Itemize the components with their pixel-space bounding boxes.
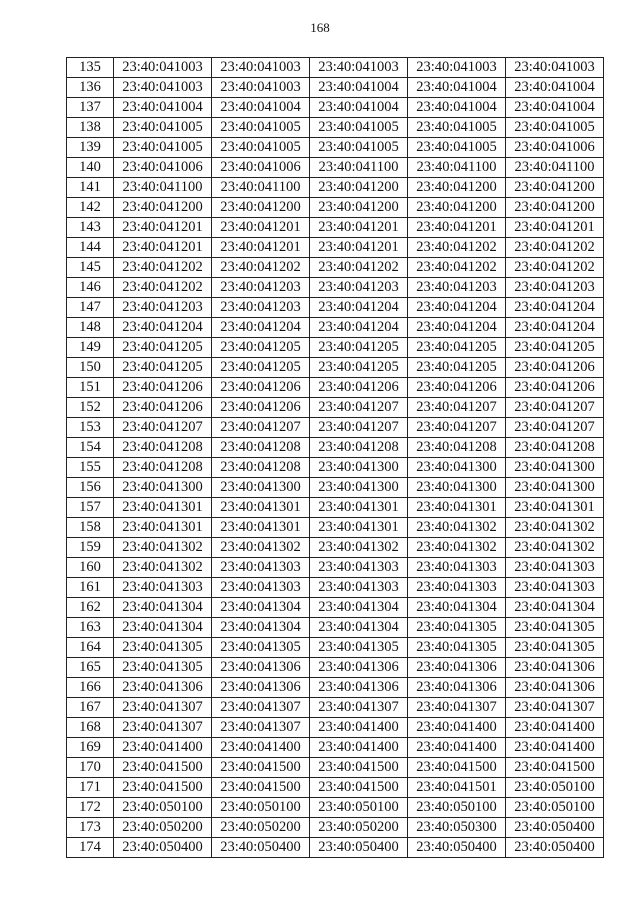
timestamp-cell: 23:40:041203 [408, 278, 506, 298]
timestamp-cell: 23:40:050200 [114, 818, 212, 838]
timestamp-cell: 23:40:041207 [408, 418, 506, 438]
timestamp-cell: 23:40:041301 [310, 518, 408, 538]
timestamp-cell: 23:40:041005 [310, 138, 408, 158]
timestamp-cell: 23:40:041400 [408, 738, 506, 758]
timestamp-cell: 23:40:041201 [310, 238, 408, 258]
timestamp-cell: 23:40:041206 [408, 378, 506, 398]
timestamp-cell: 23:40:041500 [114, 778, 212, 798]
timestamp-cell: 23:40:041302 [212, 538, 310, 558]
timestamp-cell: 23:40:041305 [506, 618, 604, 638]
row-index-cell: 140 [67, 158, 114, 178]
timestamp-cell: 23:40:050400 [212, 838, 310, 858]
table-row [67, 838, 604, 858]
timestamp-cell: 23:40:041205 [310, 338, 408, 358]
timestamp-cell: 23:40:041200 [408, 198, 506, 218]
timestamp-cell: 23:40:041200 [408, 178, 506, 198]
timestamp-cell: 23:40:041305 [408, 638, 506, 658]
row-index-cell: 171 [67, 778, 114, 798]
timestamp-cell: 23:40:050100 [114, 798, 212, 818]
timestamp-cell: 23:40:041205 [310, 358, 408, 378]
timestamp-cell: 23:40:041300 [408, 478, 506, 498]
timestamp-cell: 23:40:041306 [408, 678, 506, 698]
timestamp-cell: 23:40:041306 [310, 678, 408, 698]
timestamp-cell: 23:40:041203 [114, 298, 212, 318]
timestamp-cell: 23:40:041500 [408, 758, 506, 778]
table-row [67, 378, 604, 398]
timestamp-cell: 23:40:041400 [114, 738, 212, 758]
timestamp-cell: 23:40:041301 [114, 498, 212, 518]
timestamp-cell: 23:40:050100 [310, 798, 408, 818]
timestamp-cell: 23:40:041003 [310, 58, 408, 78]
timestamp-cell: 23:40:041302 [506, 538, 604, 558]
table-row [67, 658, 604, 678]
table-body [67, 58, 604, 858]
timestamp-cell: 23:40:041206 [114, 398, 212, 418]
table-row [67, 198, 604, 218]
timestamp-cell: 23:40:041208 [212, 458, 310, 478]
timestamp-cell: 23:40:041205 [212, 338, 310, 358]
timestamp-cell: 23:40:041004 [408, 98, 506, 118]
timestamp-cell: 23:40:041100 [310, 158, 408, 178]
row-index-cell: 144 [67, 238, 114, 258]
timestamp-cell: 23:40:041201 [114, 238, 212, 258]
timestamp-cell: 23:40:041303 [212, 558, 310, 578]
table-row [67, 738, 604, 758]
timestamp-cell: 23:40:041500 [212, 758, 310, 778]
timestamp-cell: 23:40:041300 [506, 458, 604, 478]
timestamp-cell: 23:40:041301 [506, 498, 604, 518]
timestamp-cell: 23:40:041302 [408, 518, 506, 538]
row-index-cell: 138 [67, 118, 114, 138]
timestamp-cell: 23:40:041301 [114, 518, 212, 538]
timestamp-cell: 23:40:041004 [408, 78, 506, 98]
timestamp-cell: 23:40:041303 [310, 578, 408, 598]
timestamp-cell: 23:40:041303 [506, 558, 604, 578]
timestamp-cell: 23:40:041304 [408, 598, 506, 618]
timestamp-cell: 23:40:041005 [212, 138, 310, 158]
timestamp-cell: 23:40:050400 [114, 838, 212, 858]
timestamp-cell: 23:40:050100 [506, 798, 604, 818]
timestamp-cell: 23:40:041307 [506, 698, 604, 718]
row-index-cell: 135 [67, 58, 114, 78]
table-row [67, 178, 604, 198]
timestamp-cell: 23:40:041100 [408, 158, 506, 178]
row-index-cell: 146 [67, 278, 114, 298]
timestamp-cell: 23:40:041204 [506, 318, 604, 338]
timestamp-cell: 23:40:041204 [212, 318, 310, 338]
timestamp-cell: 23:40:041302 [114, 538, 212, 558]
table-row [67, 138, 604, 158]
timestamp-cell: 23:40:041400 [310, 718, 408, 738]
table-row [67, 798, 604, 818]
timestamp-cell: 23:40:041305 [310, 638, 408, 658]
table-row [67, 718, 604, 738]
table-row [67, 318, 604, 338]
timestamp-cell: 23:40:041204 [114, 318, 212, 338]
timestamp-cell: 23:40:041208 [506, 438, 604, 458]
timestamp-cell: 23:40:041304 [212, 598, 310, 618]
table-row [67, 338, 604, 358]
row-index-cell: 164 [67, 638, 114, 658]
timestamp-cell: 23:40:041204 [310, 298, 408, 318]
timestamp-cell: 23:40:050400 [506, 838, 604, 858]
timestamp-cell: 23:40:041004 [310, 98, 408, 118]
timestamp-cell: 23:40:041202 [506, 258, 604, 278]
table-row [67, 78, 604, 98]
timestamp-cell: 23:40:041200 [506, 198, 604, 218]
table-row [67, 358, 604, 378]
timestamp-cell: 23:40:041303 [114, 578, 212, 598]
row-index-cell: 141 [67, 178, 114, 198]
timestamp-cell: 23:40:041208 [408, 438, 506, 458]
timestamp-cell: 23:40:041206 [506, 378, 604, 398]
row-index-cell: 172 [67, 798, 114, 818]
timestamp-cell: 23:40:041003 [114, 78, 212, 98]
timestamp-cell: 23:40:041301 [408, 498, 506, 518]
timestamp-cell: 23:40:041501 [408, 778, 506, 798]
timestamp-cell: 23:40:041005 [114, 118, 212, 138]
table-row [67, 458, 604, 478]
timestamp-cell: 23:40:041004 [310, 78, 408, 98]
timestamp-cell: 23:40:041306 [408, 658, 506, 678]
table-row [67, 398, 604, 418]
timestamp-cell: 23:40:041006 [506, 138, 604, 158]
timestamp-table [66, 57, 604, 858]
timestamp-cell: 23:40:041301 [212, 518, 310, 538]
timestamp-cell: 23:40:041201 [212, 218, 310, 238]
table-row [67, 418, 604, 438]
timestamp-cell: 23:40:041300 [114, 478, 212, 498]
timestamp-cell: 23:40:041305 [506, 638, 604, 658]
timestamp-cell: 23:40:041300 [506, 478, 604, 498]
timestamp-cell: 23:40:041400 [310, 738, 408, 758]
row-index-cell: 158 [67, 518, 114, 538]
timestamp-cell: 23:40:041201 [408, 218, 506, 238]
timestamp-cell: 23:40:041207 [310, 418, 408, 438]
timestamp-cell: 23:40:041005 [212, 118, 310, 138]
timestamp-cell: 23:40:041307 [310, 698, 408, 718]
timestamp-cell: 23:40:041300 [212, 478, 310, 498]
timestamp-cell: 23:40:041205 [212, 358, 310, 378]
timestamp-cell: 23:40:041003 [212, 78, 310, 98]
timestamp-cell: 23:40:041202 [408, 258, 506, 278]
row-index-cell: 153 [67, 418, 114, 438]
timestamp-cell: 23:40:041004 [114, 98, 212, 118]
timestamp-cell: 23:40:041200 [506, 178, 604, 198]
timestamp-cell: 23:40:041400 [506, 718, 604, 738]
timestamp-cell: 23:40:041201 [310, 218, 408, 238]
timestamp-cell: 23:40:041302 [114, 558, 212, 578]
timestamp-cell: 23:40:041204 [506, 298, 604, 318]
table-row [67, 478, 604, 498]
timestamp-cell: 23:40:041304 [114, 598, 212, 618]
timestamp-cell: 23:40:050200 [310, 818, 408, 838]
timestamp-cell: 23:40:041202 [212, 258, 310, 278]
table-row [67, 58, 604, 78]
timestamp-cell: 23:40:041200 [212, 198, 310, 218]
table-row [67, 638, 604, 658]
timestamp-cell: 23:40:041307 [408, 698, 506, 718]
timestamp-cell: 23:40:041203 [212, 298, 310, 318]
table-row [67, 518, 604, 538]
timestamp-cell: 23:40:041302 [310, 538, 408, 558]
timestamp-cell: 23:40:041307 [114, 698, 212, 718]
timestamp-cell: 23:40:041500 [212, 778, 310, 798]
table-row [67, 258, 604, 278]
row-index-cell: 163 [67, 618, 114, 638]
table-row [67, 678, 604, 698]
timestamp-cell: 23:40:041200 [114, 198, 212, 218]
timestamp-cell: 23:40:041304 [310, 598, 408, 618]
row-index-cell: 143 [67, 218, 114, 238]
timestamp-cell: 23:40:041302 [506, 518, 604, 538]
row-index-cell: 155 [67, 458, 114, 478]
timestamp-cell: 23:40:041202 [408, 238, 506, 258]
timestamp-cell: 23:40:041203 [310, 278, 408, 298]
timestamp-cell: 23:40:041203 [212, 278, 310, 298]
table-row [67, 238, 604, 258]
timestamp-cell: 23:40:041305 [114, 658, 212, 678]
row-index-cell: 168 [67, 718, 114, 738]
timestamp-cell: 23:40:041305 [212, 638, 310, 658]
row-index-cell: 174 [67, 838, 114, 858]
timestamp-cell: 23:40:041300 [310, 478, 408, 498]
row-index-cell: 139 [67, 138, 114, 158]
timestamp-cell: 23:40:041204 [408, 318, 506, 338]
timestamp-cell: 23:40:041004 [212, 98, 310, 118]
timestamp-cell: 23:40:041400 [506, 738, 604, 758]
timestamp-cell: 23:40:041206 [114, 378, 212, 398]
row-index-cell: 170 [67, 758, 114, 778]
timestamp-cell: 23:40:041202 [506, 238, 604, 258]
row-index-cell: 166 [67, 678, 114, 698]
row-index-cell: 160 [67, 558, 114, 578]
timestamp-cell: 23:40:041201 [506, 218, 604, 238]
timestamp-cell: 23:40:041205 [408, 358, 506, 378]
timestamp-cell: 23:40:041207 [506, 418, 604, 438]
timestamp-cell: 23:40:041207 [212, 418, 310, 438]
table-row [67, 278, 604, 298]
row-index-cell: 148 [67, 318, 114, 338]
timestamp-cell: 23:40:041307 [212, 698, 310, 718]
table-row [67, 778, 604, 798]
row-index-cell: 156 [67, 478, 114, 498]
timestamp-cell: 23:40:041201 [114, 218, 212, 238]
timestamp-cell: 23:40:041201 [212, 238, 310, 258]
table-row [67, 558, 604, 578]
timestamp-cell: 23:40:041003 [212, 58, 310, 78]
timestamp-cell: 23:40:041006 [212, 158, 310, 178]
timestamp-cell: 23:40:041306 [506, 658, 604, 678]
timestamp-cell: 23:40:041304 [310, 618, 408, 638]
timestamp-cell: 23:40:050400 [506, 818, 604, 838]
table-row [67, 698, 604, 718]
row-index-cell: 147 [67, 298, 114, 318]
timestamp-cell: 23:40:041206 [310, 378, 408, 398]
timestamp-cell: 23:40:041301 [212, 498, 310, 518]
timestamp-cell: 23:40:041500 [506, 758, 604, 778]
row-index-cell: 150 [67, 358, 114, 378]
row-index-cell: 151 [67, 378, 114, 398]
table-row [67, 438, 604, 458]
table-row [67, 98, 604, 118]
row-index-cell: 145 [67, 258, 114, 278]
row-index-cell: 154 [67, 438, 114, 458]
timestamp-cell: 23:40:050200 [212, 818, 310, 838]
timestamp-cell: 23:40:041307 [212, 718, 310, 738]
timestamp-cell: 23:40:041202 [114, 278, 212, 298]
timestamp-cell: 23:40:041204 [408, 298, 506, 318]
timestamp-cell: 23:40:050100 [212, 798, 310, 818]
page-number: 168 [310, 20, 330, 35]
timestamp-cell: 23:40:050400 [310, 838, 408, 858]
table-row [67, 498, 604, 518]
row-index-cell: 165 [67, 658, 114, 678]
row-index-cell: 173 [67, 818, 114, 838]
timestamp-cell: 23:40:050400 [408, 838, 506, 858]
table-row [67, 118, 604, 138]
timestamp-cell: 23:40:041003 [506, 58, 604, 78]
row-index-cell: 136 [67, 78, 114, 98]
timestamp-cell: 23:40:041305 [408, 618, 506, 638]
timestamp-cell: 23:40:041306 [310, 658, 408, 678]
table-row [67, 758, 604, 778]
timestamp-cell: 23:40:041005 [408, 138, 506, 158]
timestamp-cell: 23:40:041303 [310, 558, 408, 578]
timestamp-cell: 23:40:041203 [506, 278, 604, 298]
timestamp-cell: 23:40:041306 [114, 678, 212, 698]
row-index-cell: 142 [67, 198, 114, 218]
timestamp-cell: 23:40:041500 [114, 758, 212, 778]
timestamp-cell: 23:40:041005 [506, 118, 604, 138]
timestamp-cell: 23:40:041004 [506, 98, 604, 118]
timestamp-cell: 23:40:041304 [212, 618, 310, 638]
timestamp-cell: 23:40:041207 [506, 398, 604, 418]
timestamp-cell: 23:40:041100 [114, 178, 212, 198]
timestamp-cell: 23:40:041205 [114, 338, 212, 358]
timestamp-cell: 23:40:041303 [408, 558, 506, 578]
timestamp-cell: 23:40:041205 [408, 338, 506, 358]
timestamp-cell: 23:40:041305 [114, 638, 212, 658]
timestamp-cell: 23:40:041207 [114, 418, 212, 438]
table-row [67, 618, 604, 638]
timestamp-cell: 23:40:041303 [408, 578, 506, 598]
timestamp-cell: 23:40:041301 [310, 498, 408, 518]
row-index-cell: 137 [67, 98, 114, 118]
timestamp-cell: 23:40:050300 [408, 818, 506, 838]
row-index-cell: 169 [67, 738, 114, 758]
timestamp-cell: 23:40:041200 [310, 178, 408, 198]
row-index-cell: 161 [67, 578, 114, 598]
timestamp-cell: 23:40:041207 [408, 398, 506, 418]
timestamp-cell: 23:40:041400 [408, 718, 506, 738]
table-row [67, 298, 604, 318]
timestamp-cell: 23:40:041300 [408, 458, 506, 478]
timestamp-cell: 23:40:041400 [212, 738, 310, 758]
timestamp-cell: 23:40:041005 [310, 118, 408, 138]
timestamp-cell: 23:40:041202 [310, 258, 408, 278]
timestamp-cell: 23:40:041303 [212, 578, 310, 598]
table-row [67, 158, 604, 178]
timestamp-cell: 23:40:041303 [506, 578, 604, 598]
table-row [67, 538, 604, 558]
timestamp-cell: 23:40:041100 [506, 158, 604, 178]
timestamp-cell: 23:40:041206 [506, 358, 604, 378]
timestamp-cell: 23:40:041208 [114, 438, 212, 458]
timestamp-cell: 23:40:041306 [212, 678, 310, 698]
timestamp-cell: 23:40:041302 [408, 538, 506, 558]
timestamp-cell: 23:40:041202 [114, 258, 212, 278]
timestamp-cell: 23:40:041208 [114, 458, 212, 478]
timestamp-cell: 23:40:041004 [506, 78, 604, 98]
timestamp-cell: 23:40:041208 [310, 438, 408, 458]
timestamp-cell: 23:40:041500 [310, 758, 408, 778]
timestamp-cell: 23:40:041207 [310, 398, 408, 418]
timestamp-cell: 23:40:050100 [506, 778, 604, 798]
timestamp-cell: 23:40:041005 [114, 138, 212, 158]
timestamp-cell: 23:40:041005 [408, 118, 506, 138]
timestamp-cell: 23:40:041304 [506, 598, 604, 618]
timestamp-cell: 23:40:041100 [212, 178, 310, 198]
timestamp-cell: 23:40:041304 [114, 618, 212, 638]
table-row [67, 818, 604, 838]
table-row [67, 598, 604, 618]
timestamp-cell: 23:40:041300 [310, 458, 408, 478]
table-row [67, 578, 604, 598]
timestamp-cell: 23:40:041206 [212, 378, 310, 398]
timestamp-cell: 23:40:041006 [114, 158, 212, 178]
timestamp-cell: 23:40:041306 [506, 678, 604, 698]
timestamp-cell: 23:40:041205 [114, 358, 212, 378]
timestamp-cell: 23:40:041200 [310, 198, 408, 218]
table-row [67, 218, 604, 238]
timestamp-cell: 23:40:050100 [408, 798, 506, 818]
timestamp-cell: 23:40:041307 [114, 718, 212, 738]
row-index-cell: 149 [67, 338, 114, 358]
row-index-cell: 162 [67, 598, 114, 618]
row-index-cell: 152 [67, 398, 114, 418]
row-index-cell: 167 [67, 698, 114, 718]
timestamp-cell: 23:40:041500 [310, 778, 408, 798]
timestamp-cell: 23:40:041003 [408, 58, 506, 78]
timestamp-cell: 23:40:041205 [506, 338, 604, 358]
timestamp-cell: 23:40:041204 [310, 318, 408, 338]
timestamp-cell: 23:40:041208 [212, 438, 310, 458]
timestamp-cell: 23:40:041003 [114, 58, 212, 78]
timestamp-cell: 23:40:041206 [212, 398, 310, 418]
row-index-cell: 157 [67, 498, 114, 518]
row-index-cell: 159 [67, 538, 114, 558]
timestamp-cell: 23:40:041306 [212, 658, 310, 678]
